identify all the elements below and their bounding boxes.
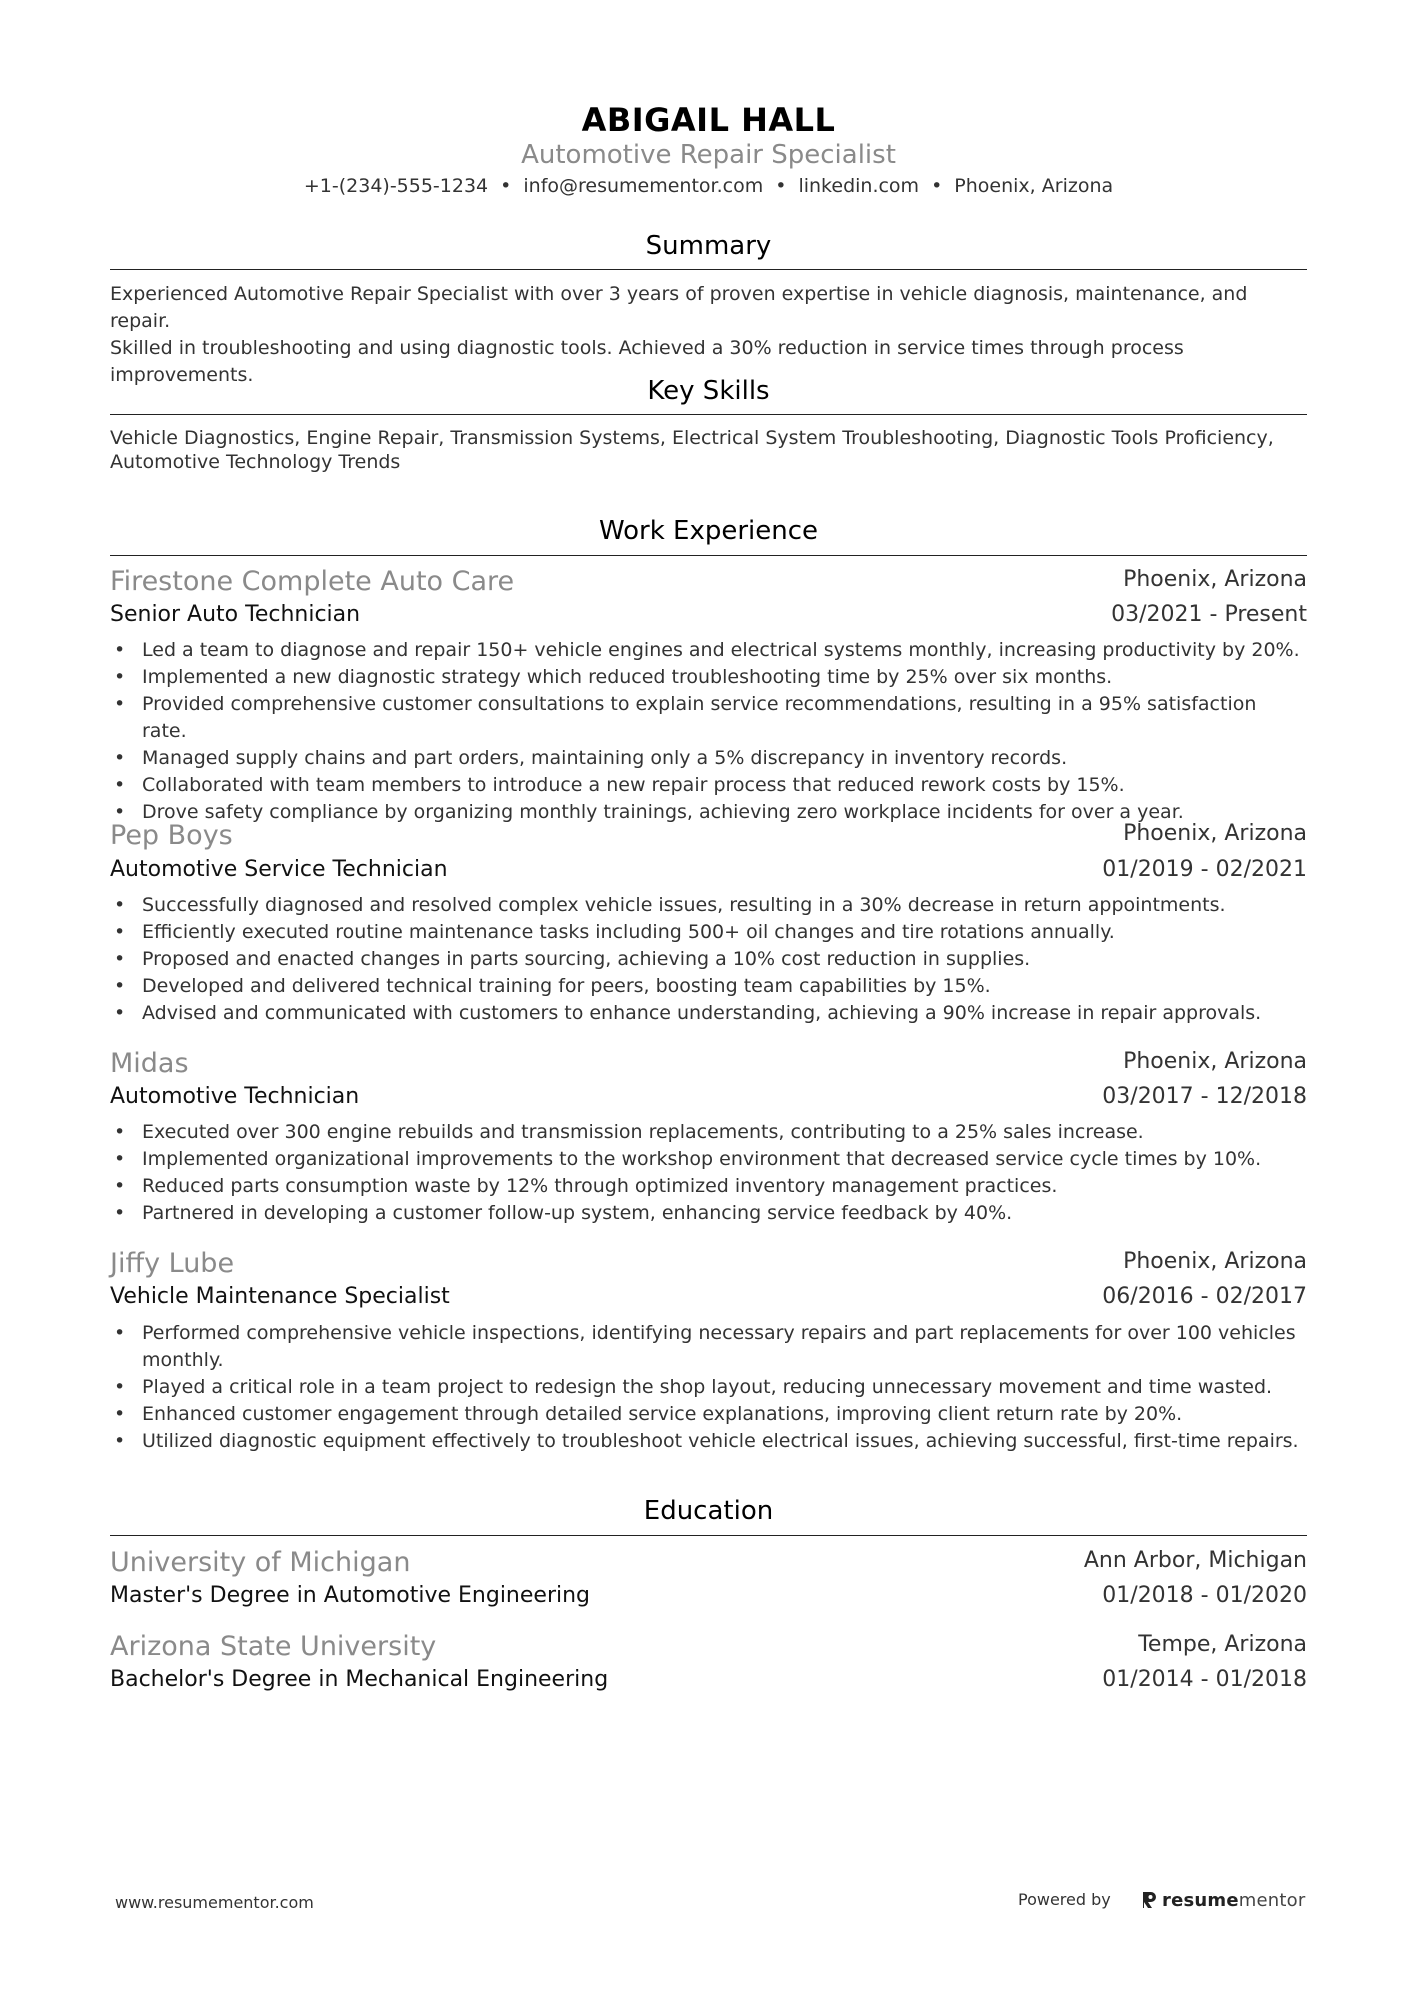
brand-wordmark [1162,1890,1305,1911]
summary-line: Skilled in troubleshooting and using diagnostic tools. Achieved a 30% reduction in service times through process improvements. [110,337,1184,386]
bullet-separator: • [775,175,787,197]
list-item: • Successfully diagnosed and resolved complex vehicle issues, resulting in a 30% decrease in return appointments. [110,892,1307,919]
list-item: • Collaborated with team members to introduce a new repair process that reduced rework costs by 15%. [110,772,1307,799]
summary-line: Experienced Automotive Repair Specialist with over 3 years of proven expertise in vehicle diagnosis, maintenance, and repair. [110,283,1248,332]
section-divider [110,269,1307,270]
list-item: • Utilized diagnostic equipment effectively to troubleshoot vehicle electrical issues, achieving successful, first-time repairs. [110,1428,1307,1455]
resumementor-logo-icon [1140,1890,1158,1910]
job-role: Senior Auto Technician [110,602,361,627]
list-item: • Developed and delivered technical training for peers, boosting team capabilities by 15%. [110,973,1307,1000]
resumementor-logo[interactable] [1140,1887,1305,1913]
section-divider [110,555,1307,556]
bullet-separator: • [500,175,512,197]
list-item: • Managed supply chains and part orders, maintaining only a 5% discrepancy in inventory records. [110,745,1307,772]
company-name: Firestone Complete Auto Care [110,566,515,597]
candidate-title: Automotive Repair Specialist [521,140,896,170]
list-item: • Proposed and enacted changes in parts sourcing, achieving a 10% cost reduction in supplies. [110,946,1307,973]
education-dates: 01/2014 - 01/2018 [1102,1667,1307,1692]
phone: +1-(234)-555-1234 [303,175,489,197]
list-item: • Enhanced customer engagement through detailed service explanations, improving client return rate by 20%. [110,1401,1307,1428]
skills-line: Vehicle Diagnostics, Engine Repair, Transmission Systems, Electrical System Troubleshooting, Diagnostic Tools Proficiency, [110,427,1274,449]
list-item: • Partnered in developing a customer follow-up system, enhancing service feedback by 40%. [110,1200,1307,1227]
education-heading: Education [643,1496,774,1526]
contact-line [110,172,1307,200]
job-location: Phoenix, Arizona [1123,1049,1307,1074]
job-dates: 06/2016 - 02/2017 [1102,1284,1307,1309]
powered-by-label: Powered by [1018,1890,1111,1909]
degree: Bachelor's Degree in Mechanical Engineering [110,1667,609,1692]
summary-text [110,281,1307,389]
education-dates: 01/2018 - 01/2020 [1102,1583,1307,1608]
company-name: Pep Boys [110,820,233,851]
school-name: University of Michigan [110,1547,411,1578]
linkedin-link[interactable]: linkedin.com [798,175,920,197]
brand-wordmark-bold: resume [1162,1889,1239,1911]
list-item: • Executed over 300 engine rebuilds and transmission replacements, contributing to a 25% sales increase. [110,1119,1307,1146]
brand-wordmark-light: mentor [1238,1889,1306,1911]
job-location: Phoenix, Arizona [1123,567,1307,592]
job-dates: 03/2021 - Present [1111,602,1307,627]
skills-text [110,426,1307,474]
company-name: Jiffy Lube [110,1248,235,1279]
job-location: Phoenix, Arizona [1123,1249,1307,1274]
experience-heading: Work Experience [598,516,819,546]
job-bullets [110,1320,1307,1455]
list-item: • Implemented a new diagnostic strategy which reduced troubleshooting time by 25% over six months. [110,664,1307,691]
school-location: Tempe, Arizona [1138,1632,1307,1657]
list-item: • Efficiently executed routine maintenance tasks including 500+ oil changes and tire rotations annually. [110,919,1307,946]
list-item: • Played a critical role in a team project to redesign the shop layout, reducing unnecessary movement and time wasted. [110,1374,1307,1401]
list-item: • Performed comprehensive vehicle inspections, identifying necessary repairs and part replacements for over 100 vehicles monthly. [110,1320,1307,1374]
section-divider [110,414,1307,415]
list-item: • Led a team to diagnose and repair 150+ vehicle engines and electrical systems monthly, increasing productivity by 20%. [110,637,1307,664]
job-location: Phoenix, Arizona [1123,821,1307,846]
footer-website-link[interactable]: www.resumementor.com [115,1893,314,1912]
school-location: Ann Arbor, Michigan [1083,1548,1307,1573]
skills-line: Automotive Technology Trends [110,451,401,473]
job-role: Automotive Service Technician [110,857,448,882]
list-item: • Reduced parts consumption waste by 12% through optimized inventory management practices. [110,1173,1307,1200]
job-role: Vehicle Maintenance Specialist [110,1284,450,1309]
skills-heading: Key Skills [647,376,770,406]
job-bullets [110,637,1307,826]
email-link[interactable]: info@resumementor.com [523,175,764,197]
list-item: • Implemented organizational improvements to the workshop environment that decreased service cycle times by 10%. [110,1146,1307,1173]
candidate-name: ABIGAIL HALL [581,101,836,139]
job-dates: 03/2017 - 12/2018 [1102,1084,1307,1109]
job-bullets [110,892,1307,1027]
list-item: • Provided comprehensive customer consultations to explain service recommendations, resulting in a 95% satisfaction rate. [110,691,1307,745]
company-name: Midas [110,1048,189,1079]
job-role: Automotive Technician [110,1084,360,1109]
summary-heading: Summary [645,231,772,261]
job-dates: 01/2019 - 02/2021 [1102,857,1307,882]
list-item: • Drove safety compliance by organizing monthly trainings, achieving zero workplace incidents for over a year. [110,799,1307,826]
list-item: • Advised and communicated with customers to enhance understanding, achieving a 90% increase in repair approvals. [110,1000,1307,1027]
school-name: Arizona State University [110,1631,437,1662]
contact-location: Phoenix, Arizona [954,175,1114,197]
bullet-separator: • [931,175,943,197]
degree: Master's Degree in Automotive Engineering [110,1583,591,1608]
section-divider [110,1535,1307,1536]
job-bullets [110,1119,1307,1227]
